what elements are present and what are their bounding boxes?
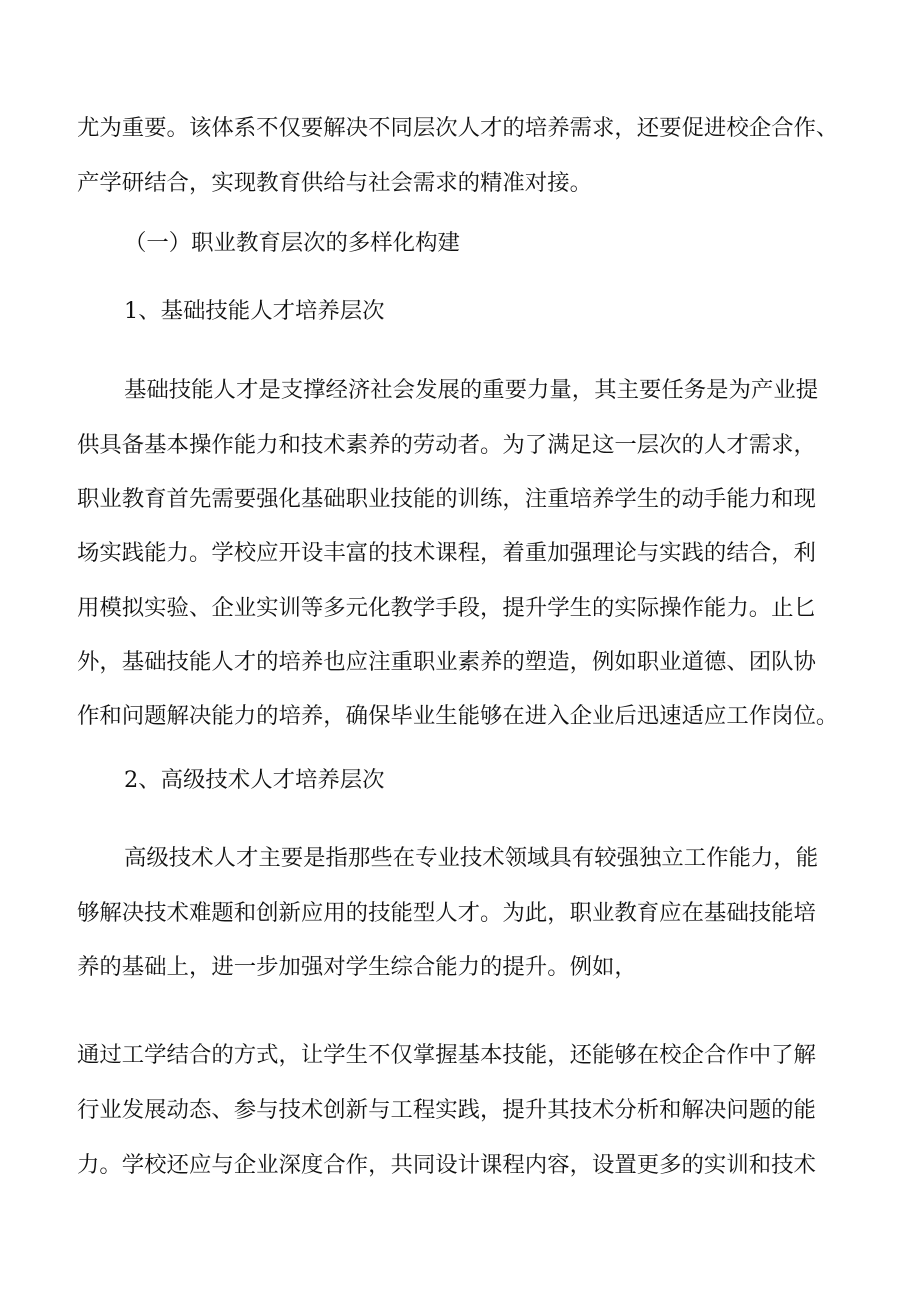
- text-line: 够解决技术难题和创新应用的技能型人才。为此，职业教育应在基础技能培: [77, 900, 816, 926]
- text-line: 通过工学结合的方式，让学生不仅掌握基本技能，还能够在校企合作中了解: [77, 1042, 816, 1068]
- subheading-advanced-technical: 2、高级技术人才培养层次: [124, 767, 385, 793]
- text-line: 力。学校还应与企业深度合作，共同设计课程内容，设置更多的实训和技术: [77, 1152, 816, 1178]
- text-line: 行业发展动态、参与技术创新与工程实践，提升其技术分析和解决问题的能: [77, 1097, 816, 1123]
- text-line: 外，基础技能人才的培养也应注重职业素养的塑造，例如职业道德、团队协: [77, 649, 816, 675]
- text-line: 供具备基本操作能力和技术素养的劳动者。为了满足这一层次的人才需求，: [77, 432, 816, 458]
- text-line: 用模拟实验、企业实训等多元化教学手段，提升学生的实际操作能力。止匕: [77, 595, 816, 621]
- subheading-basic-skills: 1、基础技能人才培养层次: [124, 298, 385, 324]
- text-line: 场实践能力。学校应开设丰富的技术课程，着重加强理论与实践的结合，利: [77, 540, 816, 566]
- text-line: 尤为重要。该体系不仅要解决不同层次人才的培养需求，还要促进校企合作、: [77, 115, 839, 141]
- text-line: 职业教育首先需要强化基础职业技能的训练，注重培养学生的动手能力和现: [77, 486, 816, 512]
- text-line: 高级技术人才主要是指那些在专业技术领域具有较强独立工作能力，能: [124, 845, 819, 871]
- text-line: 养的基础上，进一步加强对学生综合能力的提升。例如，: [77, 954, 637, 980]
- text-line: 基础技能人才是支撑经济社会发展的重要力量，其主要任务是为产业提: [124, 377, 819, 403]
- section-heading: （一）职业教育层次的多样化构建: [124, 230, 460, 256]
- text-line: 产学研结合，实现教育供给与社会需求的精准对接。: [77, 170, 592, 196]
- text-line: 作和问题解决能力的培养，确保毕业生能够在进入企业后迅速适应工作岗位。: [77, 703, 839, 729]
